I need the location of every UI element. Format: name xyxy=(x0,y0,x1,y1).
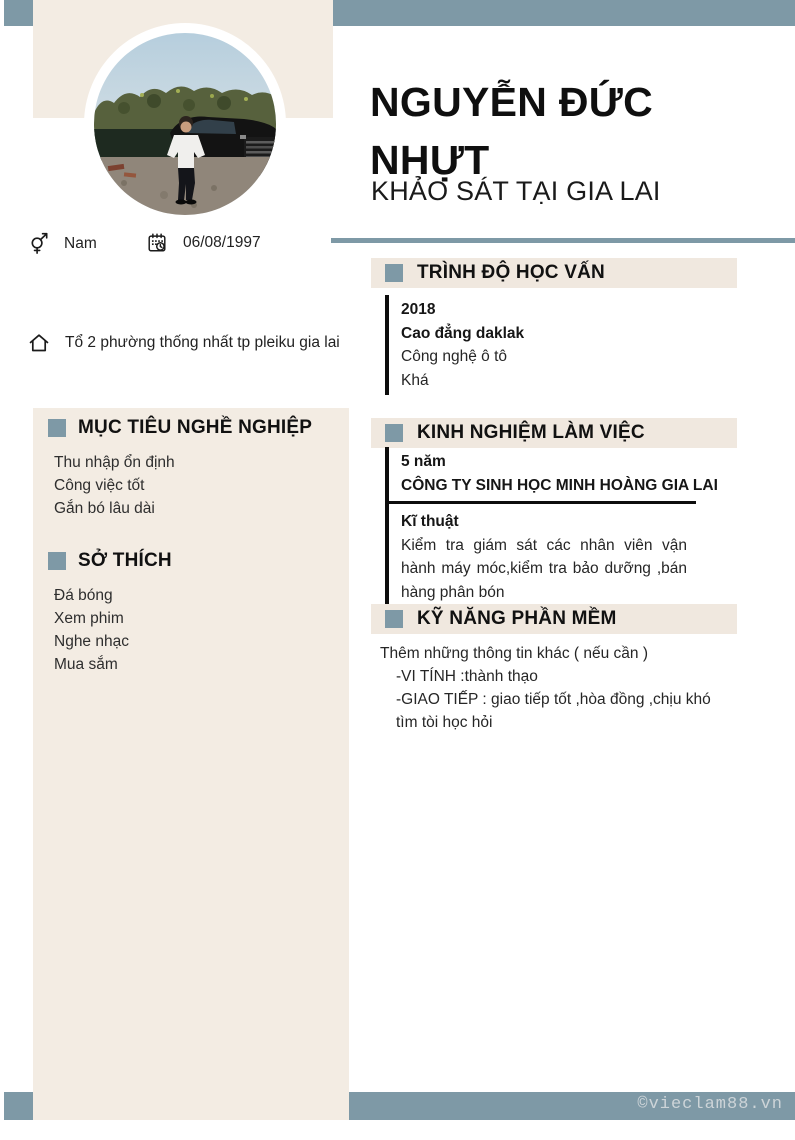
education-grade: Khá xyxy=(401,371,429,389)
objective-heading xyxy=(48,417,335,439)
birthdate-value: 06/08/1997 xyxy=(183,234,261,251)
avatar xyxy=(94,33,276,215)
hobbies-list xyxy=(48,584,335,676)
address-row xyxy=(27,331,347,355)
avatar-photo-illustration xyxy=(94,33,276,215)
birthdate-row xyxy=(146,232,261,254)
skills-block xyxy=(380,642,720,734)
square-bullet-icon xyxy=(48,419,66,437)
education-school: Cao đẳng daklak xyxy=(401,324,525,342)
gender-row xyxy=(28,232,97,255)
gender-icon xyxy=(28,232,51,255)
list-item: Mua sắm xyxy=(54,656,118,673)
square-bullet-icon xyxy=(385,610,403,628)
hobbies-title: SỞ THÍCH xyxy=(78,550,172,571)
list-item: Gắn bó lâu dài xyxy=(54,500,155,517)
gender-value: Nam xyxy=(64,234,97,252)
watermark: ©vieclam88.vn xyxy=(637,1095,783,1114)
experience-position: Kĩ thuật xyxy=(401,513,459,530)
education-entry xyxy=(385,295,685,395)
objective-title: MỤC TIÊU NGHỀ NGHIỆP xyxy=(78,417,313,438)
list-item: -GIAO TIẾP : giao tiếp tốt ,hòa đồng ,chịu khó tìm tòi học hỏi xyxy=(396,691,711,731)
list-item: Xem phim xyxy=(54,610,124,627)
list-item: Đá bóng xyxy=(54,587,113,604)
sidebar xyxy=(33,408,349,1120)
objective-list xyxy=(48,451,335,520)
experience-section-header xyxy=(371,418,737,448)
education-year: 2018 xyxy=(401,301,436,318)
candidate-name: NGUYỄN ĐỨC NHỰT xyxy=(370,79,654,184)
header-divider xyxy=(331,238,795,243)
experience-duration: 5 năm xyxy=(401,453,446,470)
experience-entry xyxy=(385,447,718,607)
hobbies-heading xyxy=(48,550,335,572)
square-bullet-icon xyxy=(48,552,66,570)
list-item: -VI TÍNH :thành thạo xyxy=(396,668,538,685)
square-bullet-icon xyxy=(385,424,403,442)
experience-description: Kiểm tra giám sát các nhân viên vận hành máy móc,kiểm tra bảo dưỡng ,bán hàng phân bón xyxy=(401,536,687,601)
list-item: Nghe nhạc xyxy=(54,633,129,650)
address-value: Tổ 2 phường thống nhất tp pleiku gia lai xyxy=(65,334,340,351)
experience-company: CÔNG TY SINH HỌC MINH HOÀNG GIA LAI xyxy=(401,476,718,494)
square-bullet-icon xyxy=(385,264,403,282)
candidate-position: KHẢO SÁT TẠI GIA LAI xyxy=(371,176,661,206)
experience-title: KINH NGHIỆM LÀM VIỆC xyxy=(417,422,645,443)
education-title: TRÌNH ĐỘ HỌC VẤN xyxy=(417,262,605,283)
list-item: Công việc tốt xyxy=(54,477,145,494)
skills-intro: Thêm những thông tin khác ( nếu cần ) xyxy=(380,645,649,662)
company-underline xyxy=(385,501,696,504)
skills-section-header xyxy=(371,604,737,634)
skills-list xyxy=(380,665,720,734)
calendar-icon xyxy=(146,232,168,254)
education-section-header xyxy=(371,258,737,288)
list-item: Thu nhập ổn định xyxy=(54,454,175,471)
education-major: Công nghệ ô tô xyxy=(401,348,508,365)
home-icon xyxy=(27,331,51,355)
skills-title: KỸ NĂNG PHẦN MỀM xyxy=(417,608,617,629)
